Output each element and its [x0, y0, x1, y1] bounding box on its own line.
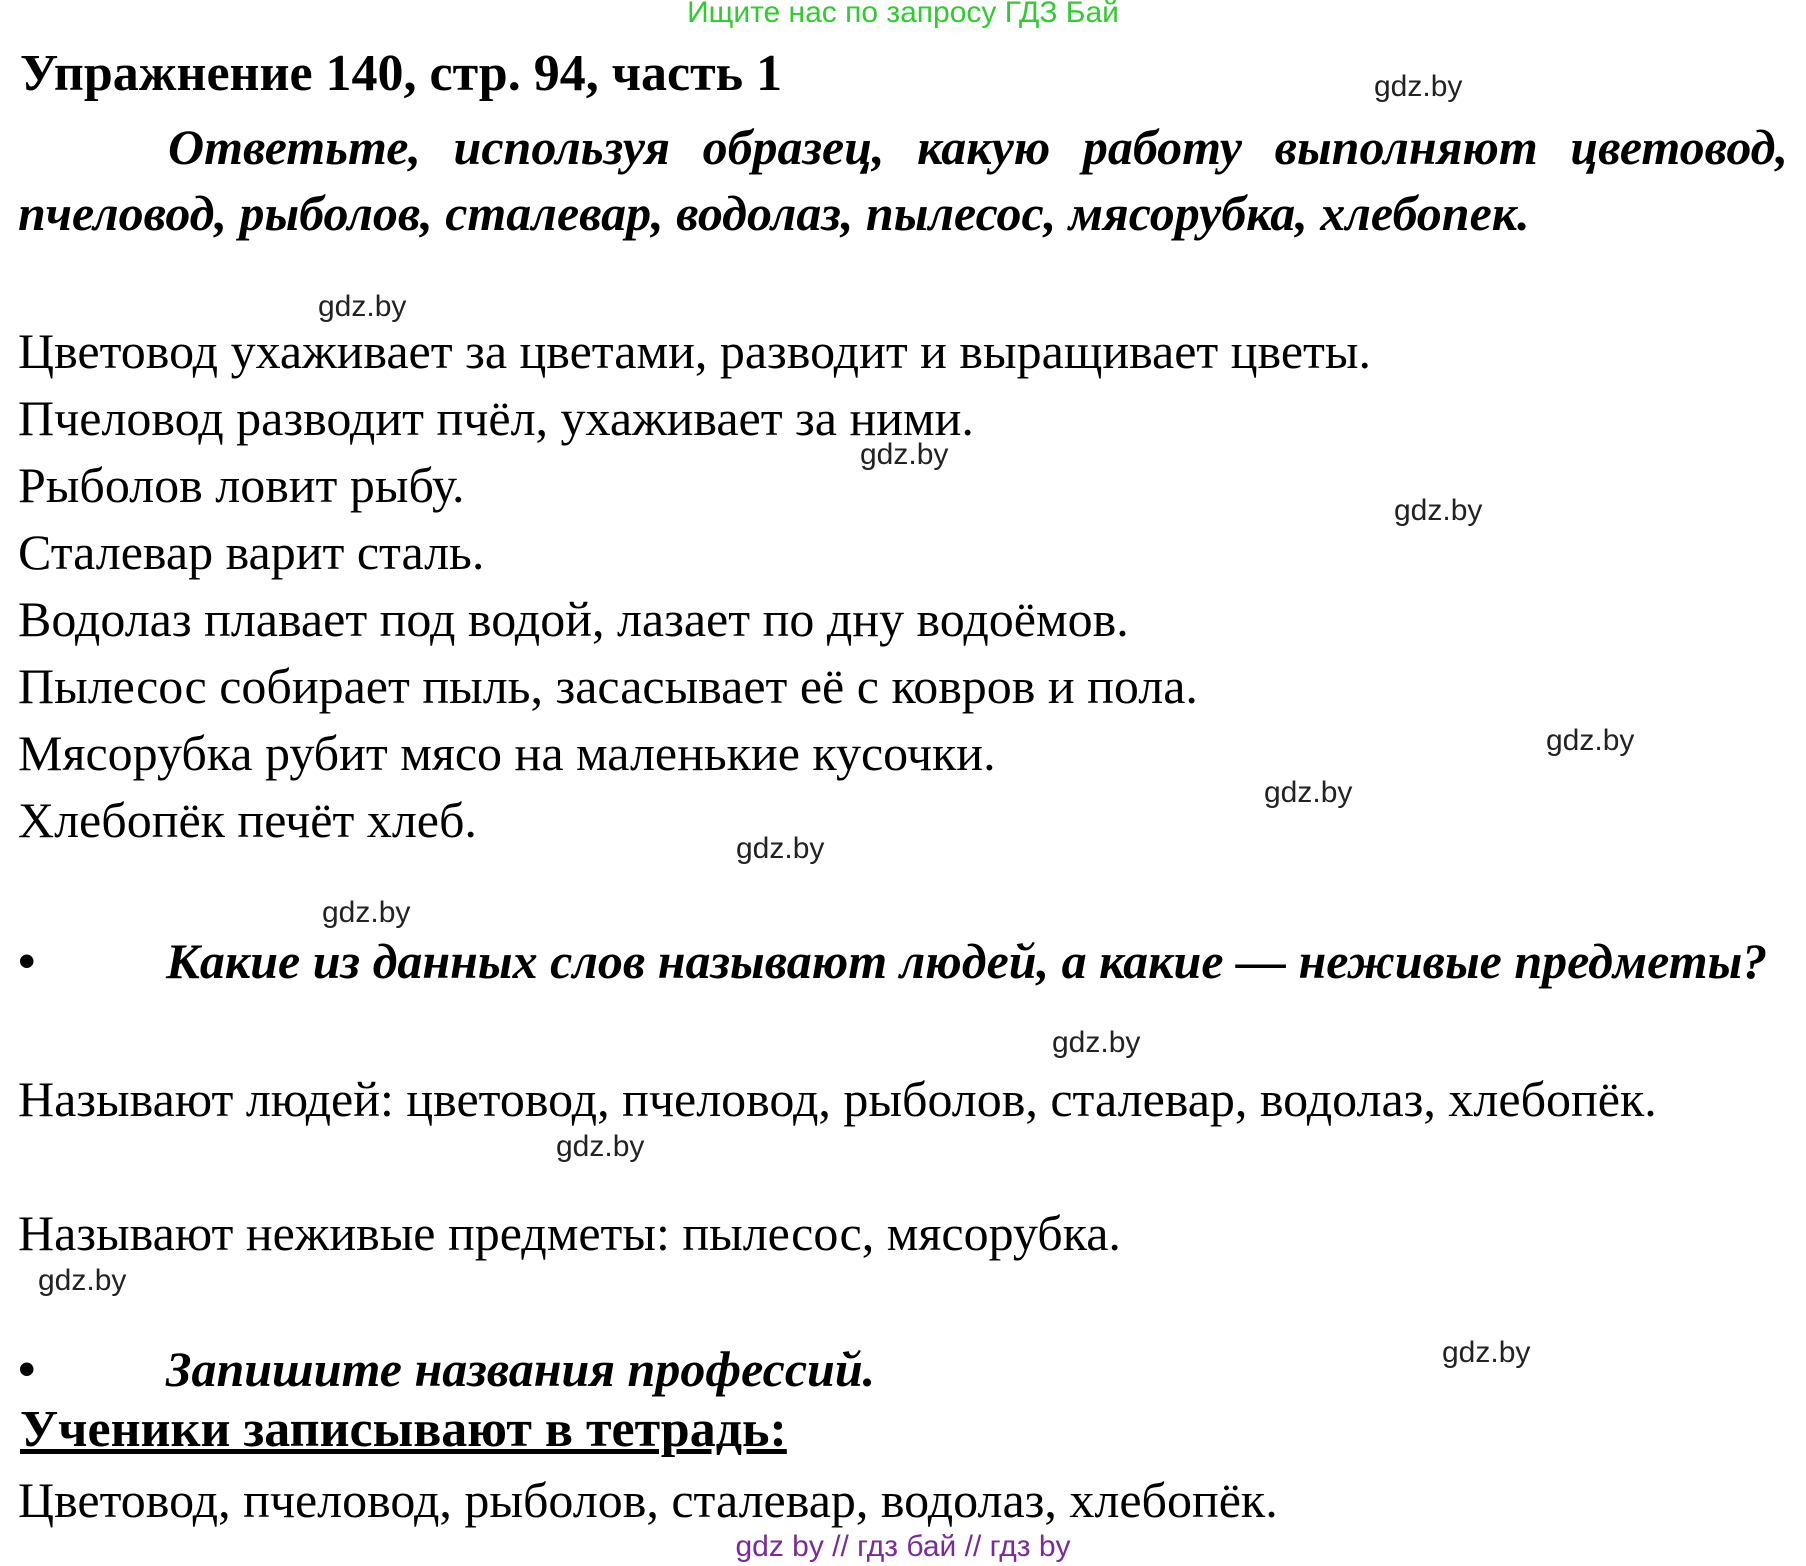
exercise-title: Упражнение 140, стр. 94, часть 1 — [20, 45, 783, 102]
watermark: gdz.by — [318, 290, 407, 323]
watermark: gdz.by — [322, 896, 411, 929]
watermark: gdz.by — [556, 1130, 645, 1163]
search-banner: Ищите нас по запросу ГДЗ Бай — [687, 0, 1119, 29]
answer-line-4: Сталевар варит сталь. — [18, 524, 485, 580]
students-heading: Ученики записывают в тетрадь: — [20, 1401, 787, 1458]
watermark: gdz.by — [1442, 1336, 1531, 1369]
watermark: gdz.by — [1264, 776, 1353, 809]
answer-line-5: Водолаз плавает под водой, лазает по дну водоёмов. — [18, 591, 1129, 647]
watermark: gdz.by — [860, 438, 949, 471]
watermark: gdz.by — [1374, 70, 1463, 103]
bullet-1: • — [18, 933, 36, 989]
task-2 — [18, 928, 1788, 994]
watermark: gdz.by — [1052, 1026, 1141, 1059]
answer-line-1: Цветовод ухаживает за цветами, разводит и выращивает цветы. — [18, 323, 1371, 379]
watermark: gdz.by — [1546, 724, 1635, 757]
answer-professions: Цветовод, пчеловод, рыболов, сталевар, водолаз, хлебопёк. — [18, 1472, 1278, 1528]
answer-people: Называют людей: цветовод, пчеловод, рыболов, сталевар, водолаз, хлебопёк. — [18, 1071, 1657, 1127]
footer-links: gdz by // гдз бай // гдз by — [735, 1530, 1071, 1563]
answer-line-3: Рыболов ловит рыбу. — [18, 457, 465, 513]
answer-line-7: Мясорубка рубит мясо на маленькие кусочки. — [18, 725, 996, 781]
watermark: gdz.by — [38, 1264, 127, 1297]
answer-line-6: Пылесос собирает пыль, засасывает её с ковров и пола. — [18, 658, 1198, 714]
answer-objects: Называют неживые предметы: пылесос, мясорубка. — [18, 1205, 1121, 1261]
answer-line-8: Хлебопёк печёт хлеб. — [18, 792, 477, 848]
task-1: Ответьте, используя образец, какую работу выполняют цветовод, пчеловод, рыболов, сталевар, водолаз, пылесос, мясорубка, хлебопек. — [18, 119, 1788, 241]
bullet-2: • — [18, 1341, 36, 1397]
answer-line-2: Пчеловод разводит пчёл, ухаживает за ними. — [18, 390, 974, 446]
task-3-text: Запишите названия профессий. — [166, 1341, 876, 1397]
watermark: gdz.by — [736, 832, 825, 865]
watermark: gdz.by — [1394, 494, 1483, 527]
task-2-text: Какие из данных слов называют людей, а какие — неживые предметы? — [166, 933, 1768, 989]
